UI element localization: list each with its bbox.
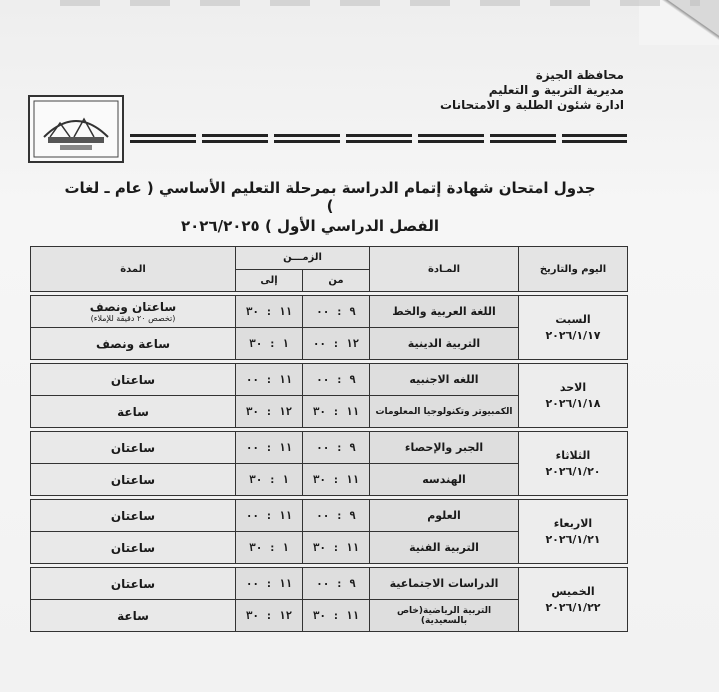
table-row xyxy=(31,296,628,328)
time-to-cell: ١ : ٣٠ xyxy=(236,328,303,360)
day-cell: السبت ٢٠٢٦/١/١٧ xyxy=(519,296,628,360)
time-to-cell: ١٢ : ٣٠ xyxy=(236,396,303,428)
subject-cell: الدراسات الاجتماعية xyxy=(370,568,519,600)
semester-subtitle: الفصل الدراسي الأول ) ٢٠٢٦/٢٠٢٥ xyxy=(180,217,439,235)
subject-cell: اللغة العربية والخط xyxy=(370,296,519,328)
day-cell: الخميس ٢٠٢٦/١/٢٢ xyxy=(519,568,628,632)
time-to-cell: ١١ : ٠٠ xyxy=(236,568,303,600)
col-header-subject: المـادة xyxy=(370,247,519,292)
day-cell: الاربعاء ٢٠٢٦/١/٢١ xyxy=(519,500,628,564)
time-to-cell: ١١ : ٠٠ xyxy=(236,432,303,464)
col-header-time: الزمـــن xyxy=(236,247,370,270)
col-header-day: اليوم والتاريخ xyxy=(519,247,628,292)
time-from-cell: ١١ : ٣٠ xyxy=(303,396,370,428)
duration-cell: ساعتان xyxy=(31,500,236,532)
header-line-directorate: مديرية التربية و التعليم xyxy=(488,83,624,97)
duration-note: (تخصص ٢٠ دقيقة للإملاء) xyxy=(90,314,176,323)
time-from-cell: ٩ : ٠٠ xyxy=(303,364,370,396)
header-rule-second xyxy=(130,140,627,143)
subject-cell: العلوم xyxy=(370,500,519,532)
directorate-logo xyxy=(28,95,124,163)
time-to-cell: ١٢ : ٣٠ xyxy=(236,600,303,632)
time-to-cell: ١١ : ٠٠ xyxy=(236,364,303,396)
table-row xyxy=(31,364,628,396)
table-row xyxy=(31,500,628,532)
time-from-cell: ١١ : ٣٠ xyxy=(303,532,370,564)
table-row xyxy=(31,568,628,600)
table-row xyxy=(31,432,628,464)
subject-cell: الكمبيوتر وتكنولوجيا المعلومات xyxy=(370,396,519,428)
time-to-cell: ١١ : ٠٠ xyxy=(236,500,303,532)
logo-emblem-icon xyxy=(30,97,122,161)
header-rule xyxy=(130,134,627,137)
col-header-from: من xyxy=(303,269,370,292)
duration-cell: ساعتان xyxy=(31,464,236,496)
subject-cell: الهندسه xyxy=(370,464,519,496)
folded-corner xyxy=(639,0,719,45)
col-header-to: إلى xyxy=(236,269,303,292)
time-to-cell: ١ : ٣٠ xyxy=(236,532,303,564)
duration-cell: ساعتان xyxy=(31,568,236,600)
duration-cell: ساعتان ونصف (تخصص ٢٠ دقيقة للإملاء) xyxy=(31,296,236,328)
exam-schedule-table xyxy=(30,246,628,632)
subject-cell: التربية الرياضية(خاص بالسعيدية) xyxy=(370,600,519,632)
duration-cell: ساعتان xyxy=(31,364,236,396)
header-line-administration: ادارة شئون الطلبة و الامتحانات xyxy=(440,98,624,112)
day-cell: الثلاثاء ٢٠٢٦/١/٢٠ xyxy=(519,432,628,496)
time-from-cell: ٩ : ٠٠ xyxy=(303,296,370,328)
time-from-cell: ٩ : ٠٠ xyxy=(303,432,370,464)
header-block xyxy=(424,68,624,113)
time-to-cell: ١١ : ٣٠ xyxy=(236,296,303,328)
duration-cell: ساعة xyxy=(31,396,236,428)
duration-cell: ساعة ونصف xyxy=(31,328,236,360)
document-title: جدول امتحان شهادة إتمام الدراسة بمرحلة التعليم الأساسي ( عام ـ لغات ) xyxy=(64,179,596,215)
duration-cell: ساعتان xyxy=(31,432,236,464)
subject-cell: التربية الفنية xyxy=(370,532,519,564)
time-to-cell: ١ : ٣٠ xyxy=(236,464,303,496)
time-from-cell: ١١ : ٣٠ xyxy=(303,464,370,496)
day-cell: الاحد ٢٠٢٦/١/١٨ xyxy=(519,364,628,428)
time-from-cell: ٩ : ٠٠ xyxy=(303,500,370,532)
time-from-cell: ٩ : ٠٠ xyxy=(303,568,370,600)
duration-cell: ساعتان xyxy=(31,532,236,564)
subject-cell: الجبر والإحصاء xyxy=(370,432,519,464)
subject-cell: التربية الدينية xyxy=(370,328,519,360)
col-header-duration: المدة xyxy=(31,247,236,292)
header-line-governorate: محافظة الجيزة xyxy=(535,68,624,82)
time-from-cell: ١١ : ٣٠ xyxy=(303,600,370,632)
subject-cell: اللغه الاجنبيه xyxy=(370,364,519,396)
top-dashes xyxy=(60,0,700,6)
duration-cell: ساعة xyxy=(31,600,236,632)
time-from-cell: ١٢ : ٠٠ xyxy=(303,328,370,360)
